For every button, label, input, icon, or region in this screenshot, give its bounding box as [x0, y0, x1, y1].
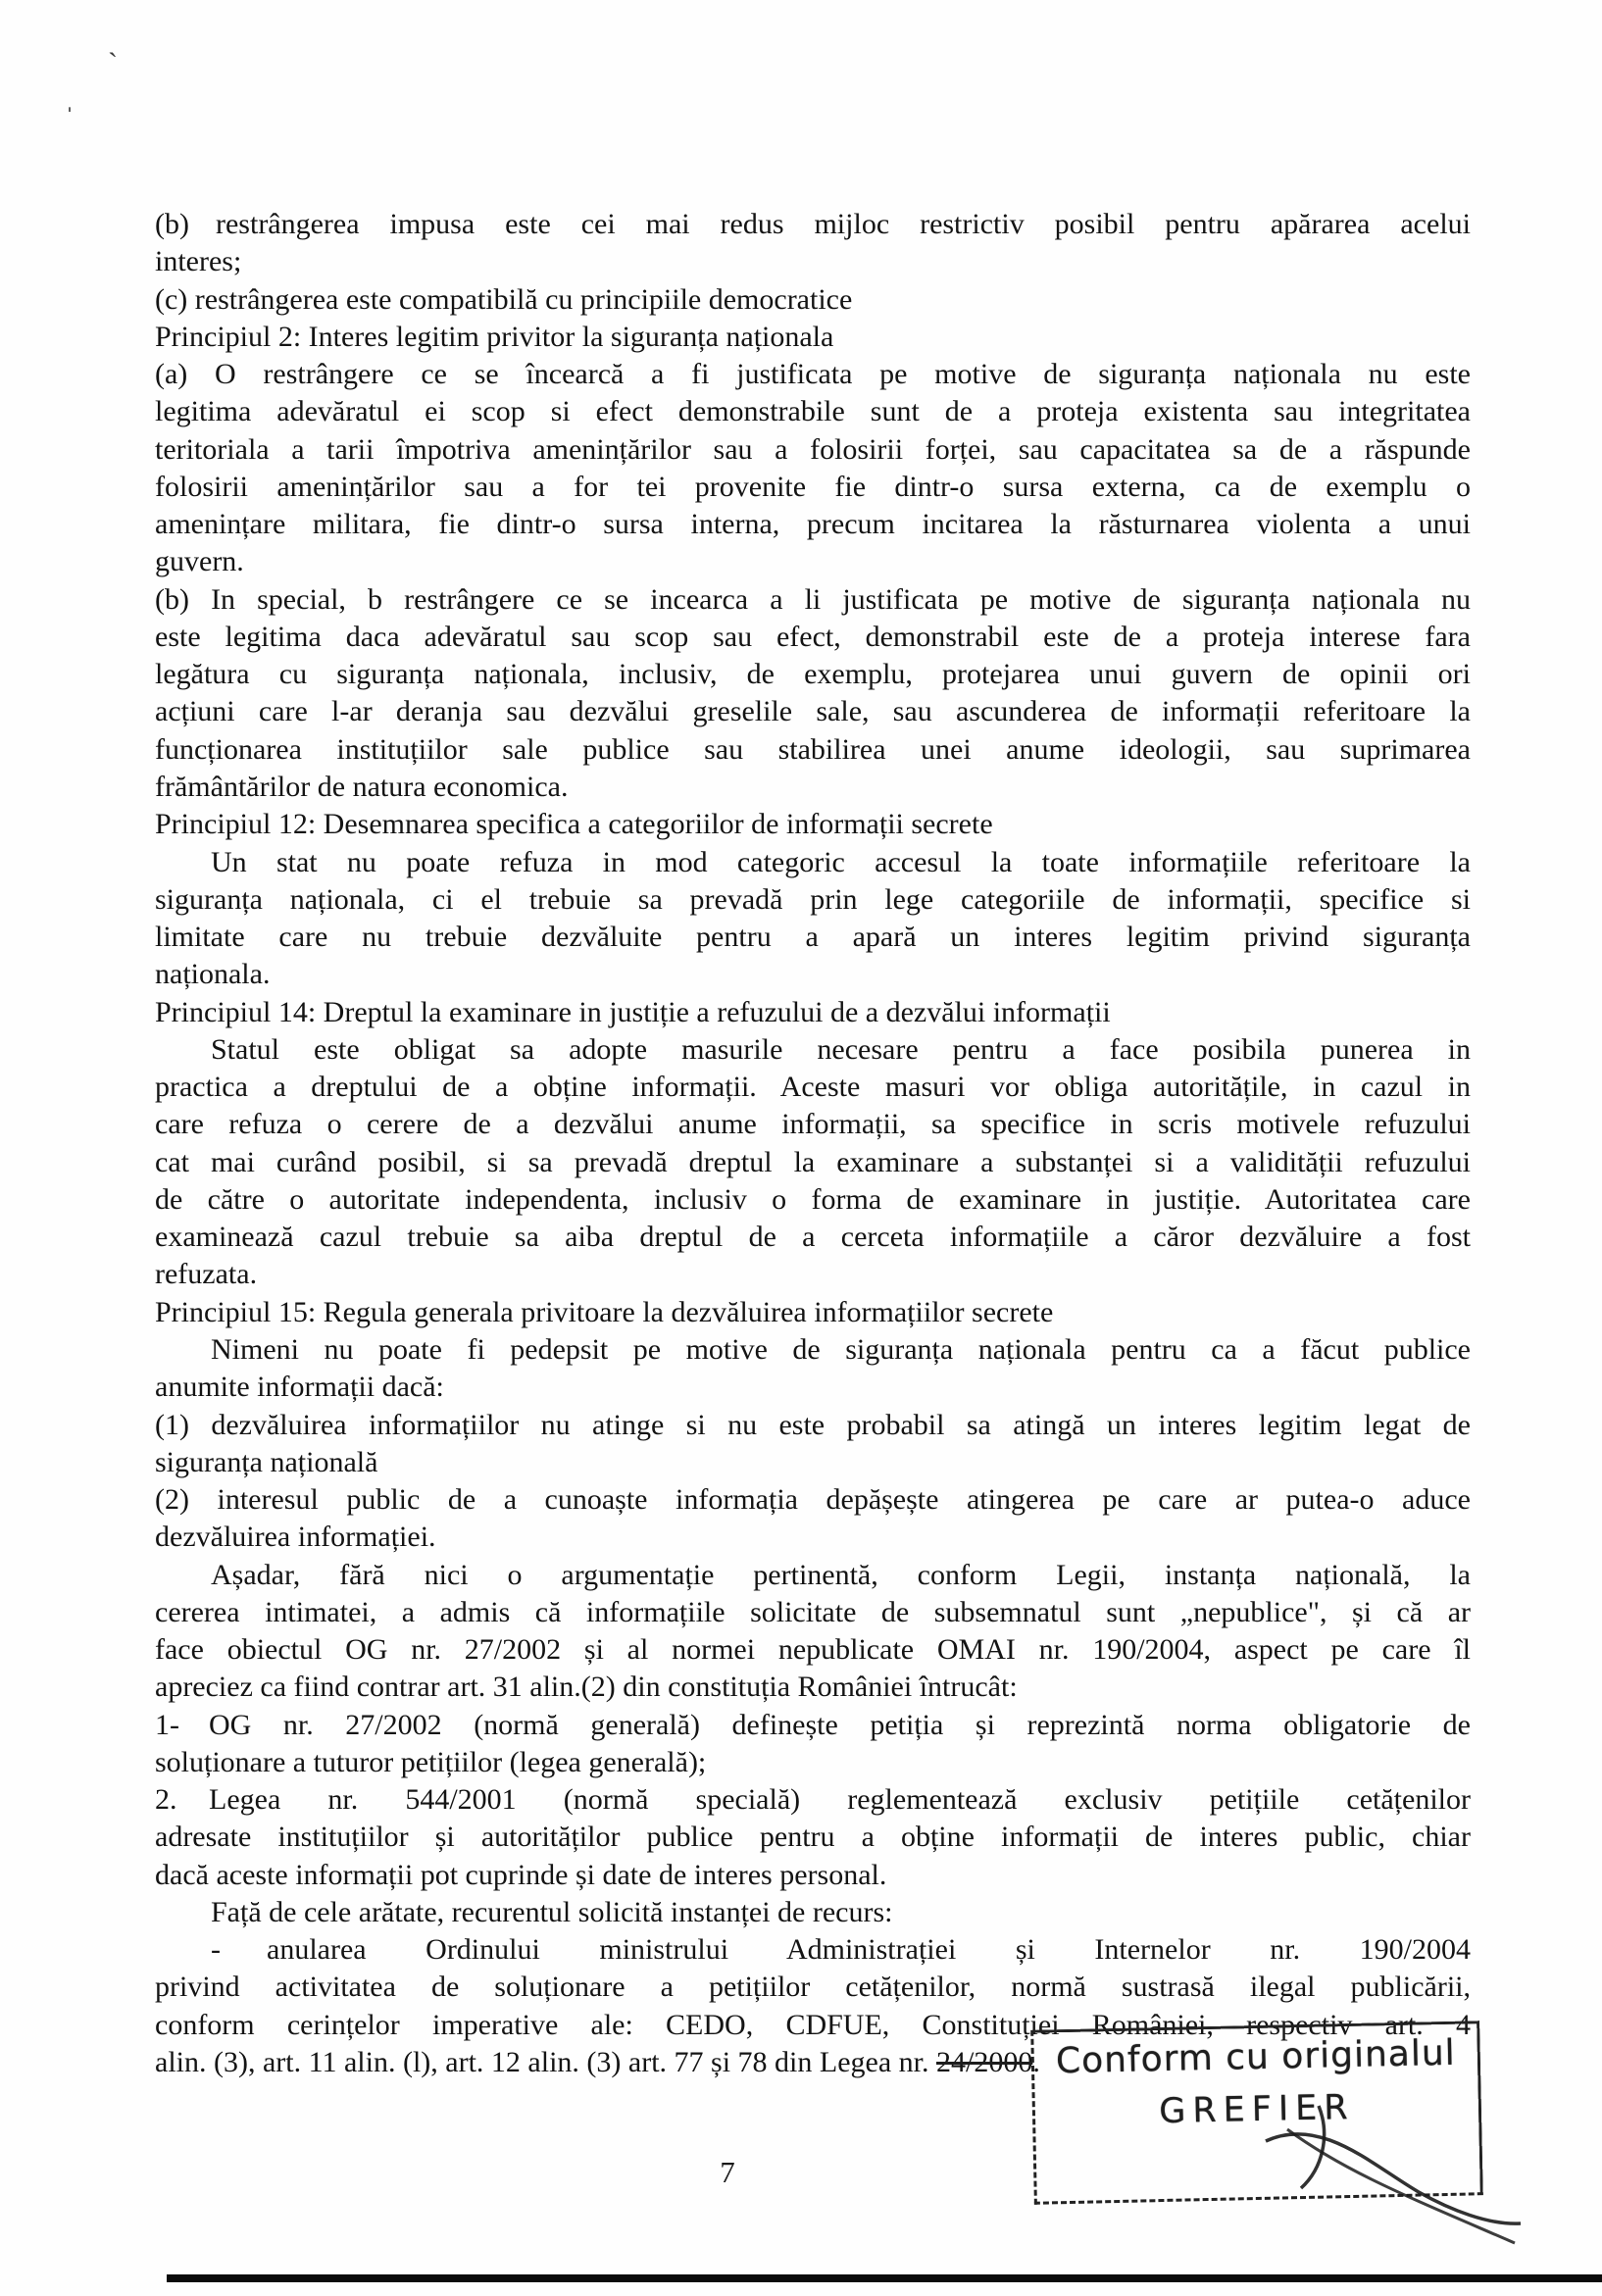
line-text: Față de cele arătate, recurentul solicită instanței de recurs: — [211, 1895, 893, 1928]
line-label: 2. — [155, 1783, 177, 1817]
certification-stamp — [1030, 2021, 1483, 2205]
scan-edge-artifact — [167, 2274, 1602, 2282]
text-line — [155, 994, 1471, 1031]
text-line — [155, 393, 1471, 430]
text-line — [155, 1144, 1471, 1181]
text-line — [155, 693, 1471, 730]
line-label: 1- — [155, 1708, 179, 1741]
line-text: interes; — [155, 245, 242, 278]
line-text: restrângerea impusa este cei mai redus mijloc restrictiv posibil pentru apărarea acelui — [216, 208, 1471, 240]
text-line — [155, 1631, 1471, 1669]
text-line — [155, 431, 1471, 469]
text-line — [155, 1369, 1471, 1406]
line-text: legitima adevăratul ei scop si efect demonstrabile sunt de a proteja existenta sau integritatea — [155, 395, 1471, 428]
line-text: dezvăluirea informației. — [155, 1521, 436, 1554]
page-number: 7 — [720, 2155, 735, 2189]
line-text: Un stat nu poate refuza in mod categoric accesul la toate informațiile referitoare la — [211, 845, 1471, 878]
line-text: cererea intimatei, a admis că informațiile solicitate de subsemnatul sunt „nepublice", și că ar — [155, 1595, 1471, 1628]
line-text: cat mai curând posibil, si sa prevadă dreptul la examinare a substanței si a validității refuzului — [155, 1145, 1471, 1178]
text-line — [155, 1557, 1471, 1594]
line-text: Legea nr. 544/2001 (normă specială) reglementează exclusiv petițiile cetățenilor — [209, 1783, 1471, 1817]
text-line — [155, 1819, 1471, 1856]
text-line — [155, 281, 1471, 319]
line-text: (c) restrângerea este compatibilă cu principiile democratice — [155, 282, 853, 316]
line-text: funcționarea instituțiilor sale publice sau stabilirea unei anume ideologii, sau suprimarea — [155, 732, 1471, 766]
text-line — [155, 1781, 1471, 1819]
text-line — [155, 1931, 1471, 1969]
text-line — [155, 919, 1471, 956]
text-line — [155, 469, 1471, 506]
line-text: face obiectul OG nr. 27/2002 și al normei nepublicate OMAI nr. 190/2004, aspect pe care îl — [155, 1633, 1471, 1667]
line-text: frământărilor de natura economica. — [155, 770, 569, 803]
line-text-after: . — [1032, 2046, 1040, 2079]
line-text: amenințare militara, fie dintr-o sursa interna, precum incitarea la răsturnarea violenta a unui — [155, 508, 1471, 541]
line-text: Principiul 14: Dreptul la examinare in justiție a refuzului de a dezvălui informații — [155, 995, 1111, 1028]
line-text: anumite informații dacă: — [155, 1371, 444, 1404]
line-text: de către o autoritate independenta, inclusiv o forma de examinare in justiție. Autoritatea care — [155, 1182, 1471, 1216]
line-text: practica a dreptului de a obține informații. Aceste masuri vor obliga autoritățile, in cazul in — [155, 1071, 1471, 1104]
line-text: Așadar, fără nici o argumentație pertinentă, conform Legii, instanța națională, la — [211, 1558, 1471, 1591]
text-line — [155, 543, 1471, 580]
line-text: alin. (3), art. 11 alin. (l), art. 12 alin. (3) art. 77 și 78 din Legea nr. — [155, 2046, 936, 2079]
text-line — [155, 1444, 1471, 1481]
text-line — [155, 1669, 1471, 1706]
text-line — [155, 356, 1471, 393]
text-line — [155, 1069, 1471, 1106]
text-line — [155, 1256, 1471, 1293]
line-text: teritoriala a tarii împotriva amenințărilor sau a folosirii forței, sau capacitatea sa de a răspunde — [155, 432, 1471, 466]
line-text: guvern. — [155, 545, 244, 578]
line-text: Principiul 12: Desemnarea specifica a categoriilor de informații secrete — [155, 808, 993, 841]
text-line — [155, 1707, 1471, 1744]
line-text: (b) In special, b restrângere ce se incearca a li justificata pe motive de siguranța naționala nu — [155, 582, 1471, 616]
line-text: (1) dezvăluirea informațiilor nu atinge si nu este probabil sa atingă un interes legitim legat de — [155, 1408, 1471, 1441]
line-label: (b) — [155, 208, 189, 240]
line-text: este legitima daca adevăratul sau scop sau efect, demonstrabil este de a proteja interese fara — [155, 620, 1471, 653]
text-line — [155, 956, 1471, 993]
line-text: privind activitatea de soluționare a petițiilor cetățenilor, normă sustrasă ilegal publicării, — [155, 1971, 1471, 2004]
ink-speck: ` — [108, 47, 118, 79]
text-line — [155, 581, 1471, 619]
text-line — [155, 506, 1471, 543]
line-label: - — [211, 1933, 221, 1967]
line-text: legătura cu siguranța naționala, inclusiv, de exemplu, protejarea unui guvern de opinii ori — [155, 658, 1471, 691]
text-line — [155, 1519, 1471, 1556]
text-line — [155, 1294, 1471, 1331]
text-line — [155, 1407, 1471, 1444]
text-line — [155, 319, 1471, 356]
text-line — [155, 769, 1471, 806]
line-text: anularea Ordinului ministrului Administrației și Internelor nr. 190/2004 — [267, 1933, 1471, 1967]
text-line — [155, 619, 1471, 656]
line-text: refuzata. — [155, 1258, 258, 1291]
text-line — [155, 656, 1471, 693]
line-text: apreciez ca fiind contrar art. 31 alin.(2) din constituția României întrucât: — [155, 1671, 1018, 1704]
line-text: Principiul 2: Interes legitim privitor la siguranța naționala — [155, 320, 834, 353]
line-text: folosirii amenințărilor sau a for tei provenite fie dintr-o sursa externa, ca de exemplu o — [155, 470, 1471, 503]
text-line — [155, 731, 1471, 769]
line-text: siguranța națională — [155, 1445, 378, 1478]
line-text: Nimeni nu poate fi pedepsit pe motive de siguranța naționala pentru ca a făcut publice — [211, 1332, 1471, 1366]
text-line — [155, 844, 1471, 881]
line-text: conform cerințelor imperative ale: CEDO, CDFUE, Constituției României, respectiv art. 4 — [155, 2008, 1471, 2041]
text-line — [155, 1106, 1471, 1143]
line-text: OG nr. 27/2002 (normă generală) definește petiția și reprezintă norma obligatorie de — [209, 1708, 1471, 1741]
line-text: siguranța naționala, ci el trebuie sa prevadă prin lege categoriile de informații, specifice si — [155, 882, 1471, 916]
text-line — [155, 1031, 1471, 1069]
text-line — [155, 243, 1471, 280]
text-line — [155, 881, 1471, 919]
line-text: soluționare a tuturor petițiilor (legea generală); — [155, 1745, 707, 1778]
text-line — [155, 1219, 1471, 1256]
text-line — [155, 1481, 1471, 1519]
line-text: (2) interesul public de a cunoaște informația depășește atingerea pe care ar putea-o aduce — [155, 1483, 1471, 1517]
ink-speck: ˈ — [65, 102, 75, 134]
text-line — [155, 1331, 1471, 1369]
line-text: dacă aceste informații pot cuprinde și date de interes personal. — [155, 1858, 887, 1891]
line-text: naționala. — [155, 958, 271, 991]
text-line — [155, 206, 1471, 243]
line-text: limitate care nu trebuie dezvăluite pentru a apară un interes legitim privind siguranța — [155, 921, 1471, 954]
line-text: Principiul 15: Regula generala privitoare la dezvăluirea informațiilor secrete — [155, 1295, 1054, 1328]
text-line — [155, 1894, 1471, 1931]
text-line — [155, 1594, 1471, 1631]
text-line — [155, 1857, 1471, 1894]
line-text: Statul este obligat sa adopte masurile necesare pentru a face posibila punerea in — [211, 1032, 1471, 1066]
line-text: (a) O restrângere ce se încearcă a fi justificata pe motive de siguranța naționala nu este — [155, 358, 1471, 391]
line-text: acțiuni care l-ar deranja sau dezvălui greselile sale, sau ascunderea de informații referitoare la — [155, 695, 1471, 728]
text-line — [155, 806, 1471, 843]
line-text: care refuza o cerere de a dezvălui anume informații, sa specifice in scris motivele refuzului — [155, 1108, 1471, 1141]
text-line — [155, 1744, 1471, 1781]
stamp-role-label: GREFIER — [1158, 2087, 1356, 2132]
struck-text: 24/2000 — [936, 2046, 1033, 2079]
stamp-certification-text: Conform cu originalul — [1055, 2032, 1457, 2082]
line-text: adresate instituțiilor și autorităților publice pentru a obține informații de interes public, chiar — [155, 1821, 1471, 1854]
line-text: examinează cazul trebuie sa aiba dreptul de a cerceta informațiile a căror dezvăluire a fost — [155, 1221, 1471, 1254]
text-block — [155, 206, 1471, 2081]
text-line — [155, 1181, 1471, 1219]
text-line — [155, 1969, 1471, 2006]
